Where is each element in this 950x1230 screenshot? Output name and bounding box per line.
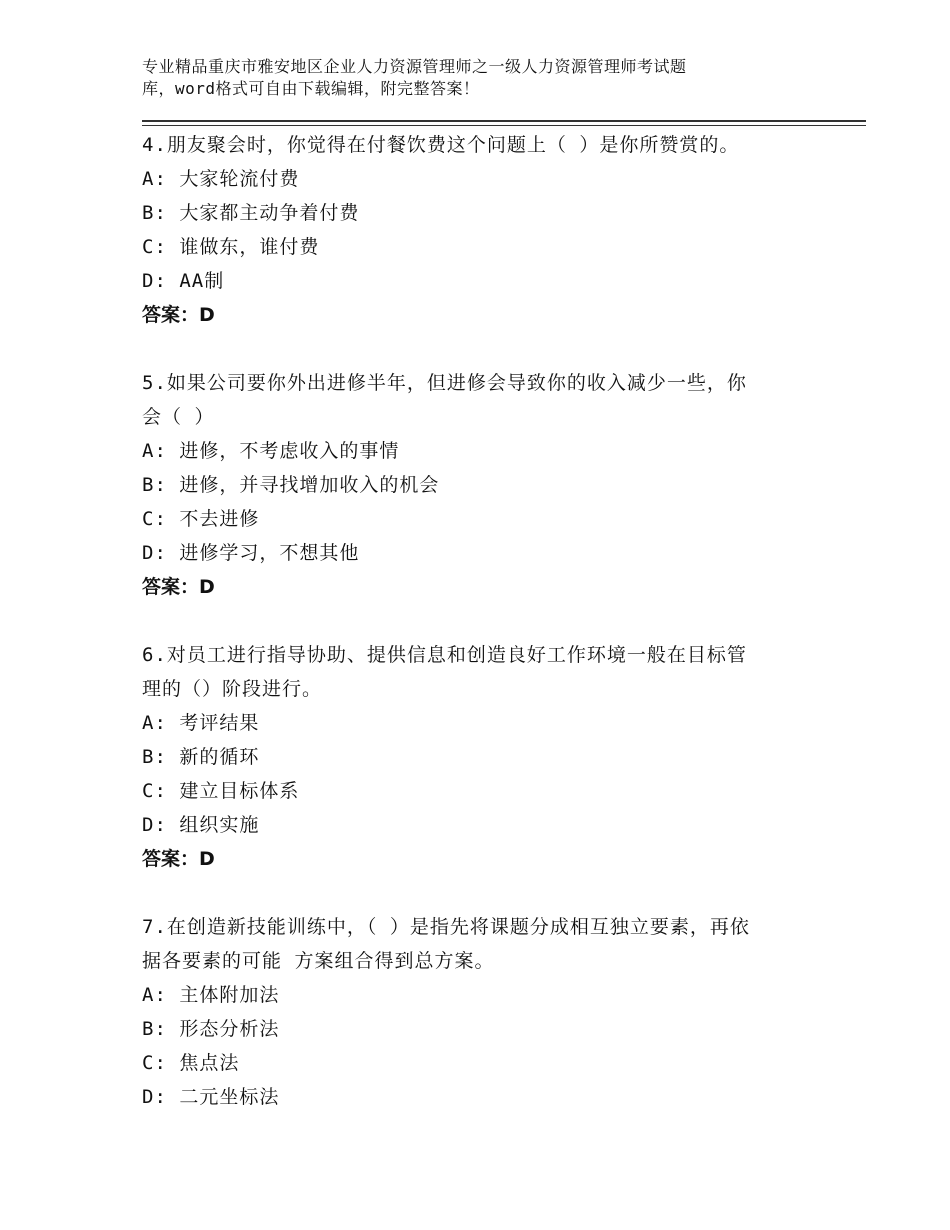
header-line-2: 库，word格式可自由下载编辑，附完整答案！ [142,79,480,98]
option-b: B: 大家都主动争着付费 [142,202,360,224]
header-rule-thin [142,125,866,126]
option-c: C: 建立目标体系 [142,780,300,802]
question-stem-cont: 会（ ） [142,406,215,428]
question-stem: 6.对员工进行指导协助、提供信息和创造良好工作环境一般在目标管 [142,644,747,666]
question-5 [142,366,842,604]
option-c: C: 焦点法 [142,1052,240,1074]
question-list [142,128,842,1148]
option-d: D: AA制 [142,270,225,292]
header-line-1: 专业精品重庆市雅安地区企业人力资源管理师之一级人力资源管理师考试题 [142,57,687,76]
question-stem: 5.如果公司要你外出进修半年，但进修会导致你的收入减少一些，你 [142,372,747,394]
option-d: D: 组织实施 [142,814,260,836]
option-a: A: 主体附加法 [142,984,280,1006]
question-6 [142,638,842,876]
option-b: B: 进修，并寻找增加收入的机会 [142,474,440,496]
option-a: A: 进修，不考虑收入的事情 [142,440,400,462]
header-rule-thick [142,120,866,122]
question-stem: 4.朋友聚会时，你觉得在付餐饮费这个问题上（ ）是你所赞赏的。 [142,134,740,156]
option-b: B: 新的循环 [142,746,260,768]
answer-label: 答案：D [142,576,215,598]
document-header [142,56,842,100]
answer-label: 答案：D [142,848,215,870]
option-d: D: 二元坐标法 [142,1086,280,1108]
option-c: C: 不去进修 [142,508,260,530]
question-stem-cont: 据各要素的可能 方案组合得到总方案。 [142,950,495,972]
question-7 [142,910,842,1114]
option-a: A: 考评结果 [142,712,260,734]
question-4 [142,128,842,332]
option-a: A: 大家轮流付费 [142,168,300,190]
question-stem-cont: 理的（）阶段进行。 [142,678,323,700]
option-d: D: 进修学习，不想其他 [142,542,360,564]
option-c: C: 谁做东，谁付费 [142,236,320,258]
answer-label: 答案：D [142,304,215,326]
question-stem: 7.在创造新技能训练中，（ ）是指先将课题分成相互独立要素，再依 [142,916,750,938]
option-b: B: 形态分析法 [142,1018,280,1040]
